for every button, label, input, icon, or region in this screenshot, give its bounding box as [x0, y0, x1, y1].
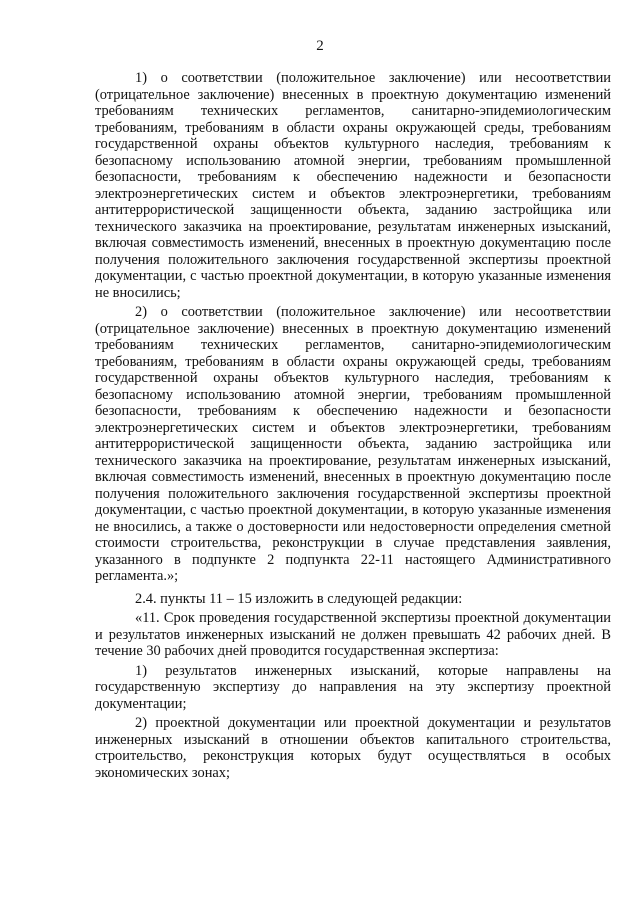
- paragraph-clause-11: «11. Срок проведения государственной экспертизы проектной документации и результатов инженерных изысканий не должен превышать 42 рабочих дней. В течение 30 рабочих дней проводится государственная экспертиза:: [95, 610, 611, 659]
- paragraph-subitem-1: 1) результатов инженерных изысканий, которые направлены на государственную экспертизу до направления на эту экспертизу проектной документации;: [95, 662, 611, 712]
- paragraph-subitem-2: 2) проектной документации или проектной документации и результатов инженерных изысканий в отношении объектов капитального строительства, строительство, реконструкция которых будут осуществляться в особых экономических зонах;: [95, 715, 611, 781]
- document-body: [95, 70, 611, 784]
- page-number: 2: [316, 38, 324, 54]
- paragraph-item-1: 1) о соответствии (положительное заключение) или несоответствии (отрицательное заключение) внесенных в проектную документацию изменений требованиям технических регламентов, санитарно-эпидемиологическим требованиям, требованиям в области охраны окружающей среды, требованиям государственной охраны объектов культурного наследия, требованиям к безопасному использованию атомной энергии, требованиям промышленной безопасности, требованиям к обеспечению надежности и безопасности электроэнергетических систем и объектов электроэнергетики, требованиям антитеррористической защищенности объекта, заданию застройщика или технического заказчика на проектирование, результатам инженерных изысканий, включая совместимость изменений, внесенных в проектную документацию после получения положительного заключения государственной экспертизы проектной документации, с частью проектной документации, в которую указанные изменения не вносились;: [95, 70, 611, 301]
- paragraph-section-2-4: 2.4. пункты 11 – 15 изложить в следующей редакции:: [135, 590, 463, 607]
- paragraph-item-2: 2) о соответствии (положительное заключение) или несоответствии (отрицательное заключение) внесенных в проектную документацию изменений требованиям технических регламентов, санитарно-эпидемиологическим требованиям, требованиям в области охраны окружающей среды, требованиям государственной охраны объектов культурного наследия, требованиям к безопасному использованию атомной энергии, требованиям промышленной безопасности, требованиям к обеспечению надежности и безопасности электроэнергетических систем и объектов электроэнергетики, требованиям антитеррористической защищенности объекта, заданию застройщика или технического заказчика на проектирование, результатам инженерных изысканий, включая совместимость изменений, внесенных в проектную документацию после получения положительного заключения государственной экспертизы проектной документации, с частью проектной документации, в которую указанные изменения не вносились, а также о достоверности или недостоверности определения сметной стоимости строительства, реконструкции в случае представления заявления, указанного в подпункте 2 подпункта 22-11 настоящего Административного регламента.»;: [95, 304, 611, 584]
